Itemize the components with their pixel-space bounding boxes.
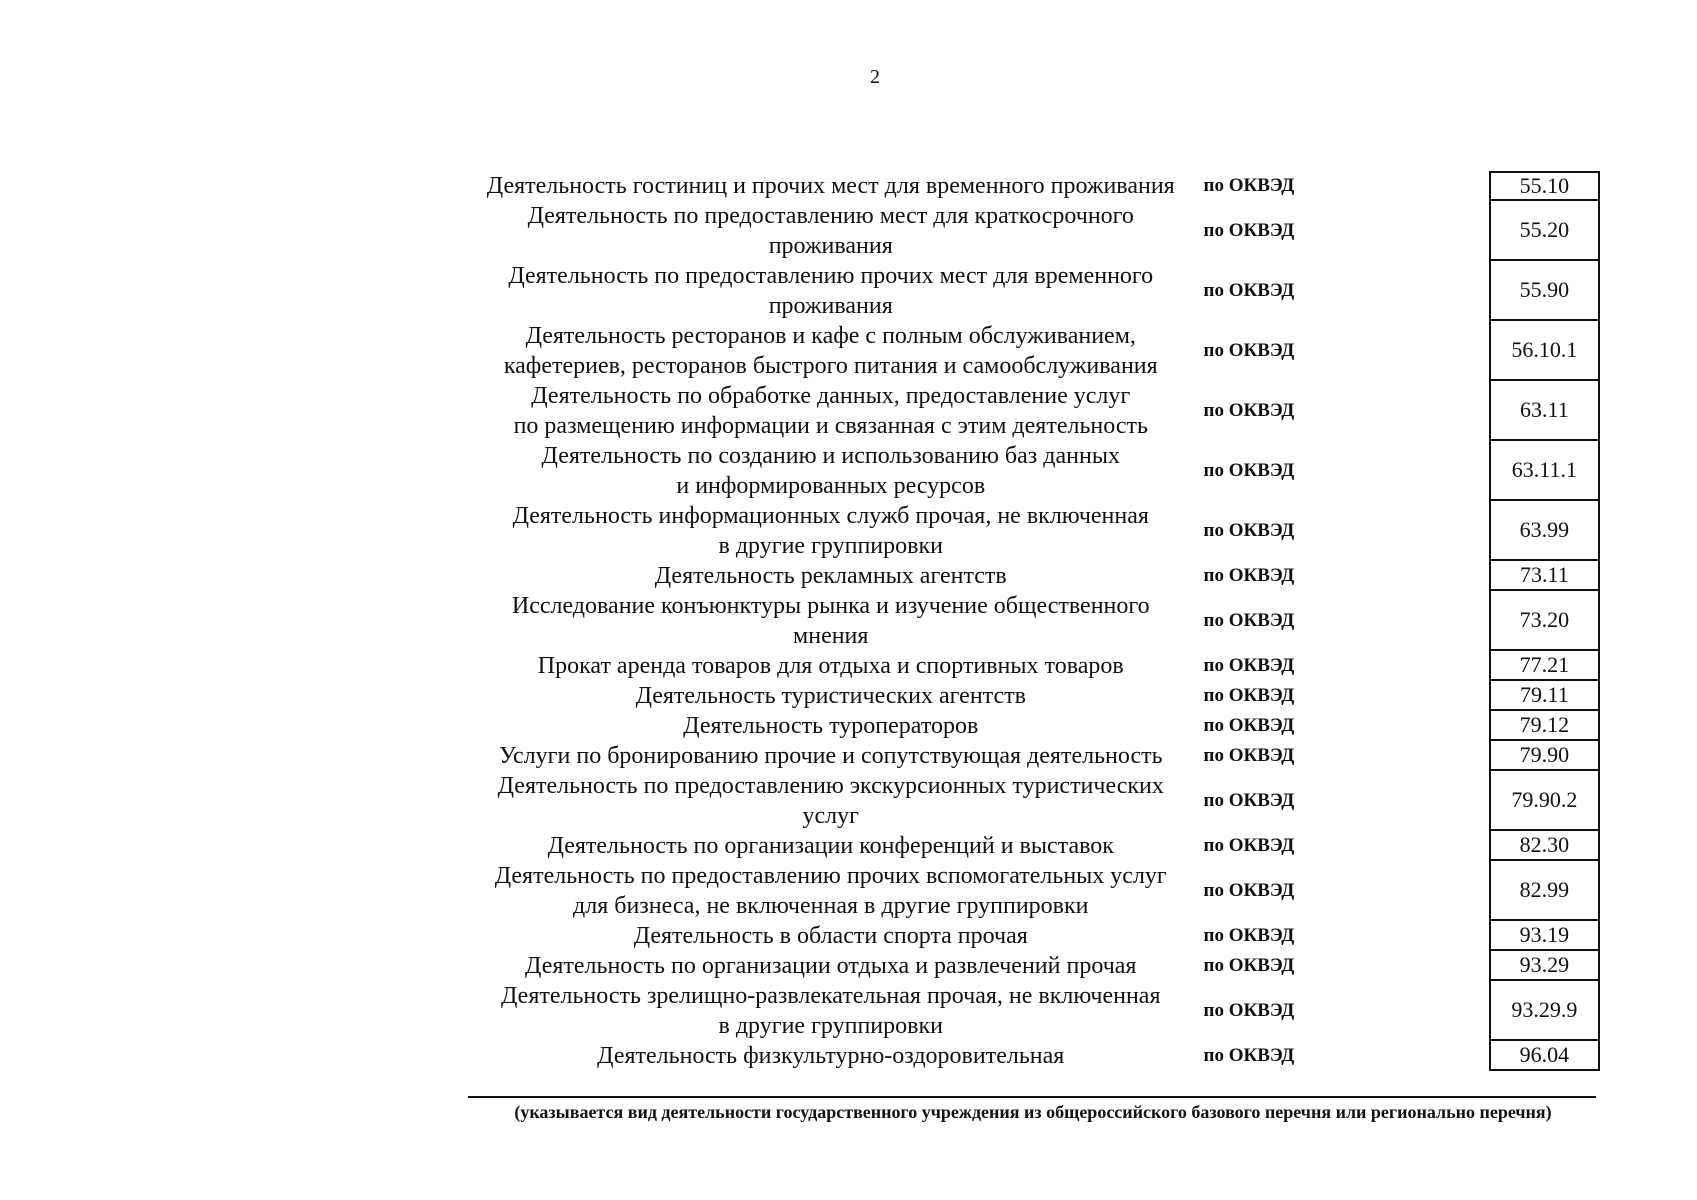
activity-row [470,651,1600,681]
okved-code-cell: 56.10.1 [1489,321,1600,381]
activity-row [470,921,1600,951]
activity-row [470,201,1600,261]
okved-label: по ОКВЭД [1203,745,1295,766]
okved-code-cell: 93.29 [1489,951,1600,981]
activity-row [470,171,1600,201]
activity-name: Деятельность по предоставлению мест для краткосрочного проживания [527,203,1134,259]
activity-name: Деятельность в области спорта прочая [633,923,1028,949]
activity-name: Деятельность по обработке данных, предоставление услуг по размещению информации и связанная с этим деятельность [513,383,1148,439]
okved-code-cell: 73.11 [1489,561,1600,591]
okved-label: по ОКВЭД [1203,610,1295,631]
activity-row [470,441,1600,501]
okved-label: по ОКВЭД [1203,1045,1295,1066]
activity-name: Деятельность туристических агентств [635,683,1026,709]
activity-row [470,261,1600,321]
okved-code-cell: 79.90 [1489,741,1600,771]
okved-label: по ОКВЭД [1203,955,1295,976]
okved-label: по ОКВЭД [1203,880,1295,901]
activity-row [470,981,1600,1041]
okved-code-cell: 73.20 [1489,591,1600,651]
okved-code-cell: 79.90.2 [1489,771,1600,831]
okved-label: по ОКВЭД [1203,835,1295,856]
okved-label: по ОКВЭД [1203,655,1295,676]
okved-code-cell: 79.12 [1489,711,1600,741]
activity-name: Исследование конъюнктуры рынка и изучение общественного мнения [511,593,1150,649]
activity-name: Деятельность по организации конференций и выставок [547,833,1114,859]
activity-row [470,951,1600,981]
okved-label: по ОКВЭД [1203,220,1295,241]
activity-name: Услуги по бронированию прочие и сопутствующая деятельность [498,743,1163,769]
activity-name: Деятельность информационных служб прочая, не включенная в другие группировки [512,503,1149,559]
okved-label: по ОКВЭД [1203,340,1295,361]
okved-label: по ОКВЭД [1203,175,1295,196]
activity-row [470,831,1600,861]
activity-row [470,591,1600,651]
activity-name: Деятельность по предоставлению экскурсионных туристических услуг [497,773,1164,829]
page-number: 2 [870,66,880,88]
activity-name: Деятельность рекламных агентств [654,563,1007,589]
okved-code-cell: 93.19 [1489,921,1600,951]
okved-code-cell: 96.04 [1489,1041,1600,1071]
activity-name: Деятельность туроператоров [683,713,979,739]
activity-row [470,381,1600,441]
activity-row [470,771,1600,831]
okved-label: по ОКВЭД [1203,685,1295,706]
okved-code-cell: 77.21 [1489,651,1600,681]
okved-code-cell: 55.90 [1489,261,1600,321]
okved-label: по ОКВЭД [1203,1000,1295,1021]
activities-table [470,171,1600,1071]
okved-code-cell: 82.99 [1489,861,1600,921]
okved-code-cell: 79.11 [1489,681,1600,711]
activity-name: Деятельность по созданию и использованию баз данных и информированных ресурсов [541,443,1120,499]
activity-name: Деятельность гостиниц и прочих мест для временного проживания [486,173,1175,199]
activity-name: Деятельность физкультурно-оздоровительная [597,1043,1065,1069]
okved-label: по ОКВЭД [1203,280,1295,301]
activity-name: Деятельность зрелищно-развлекательная прочая, не включенная в другие группировки [501,983,1161,1039]
okved-label: по ОКВЭД [1203,400,1295,421]
okved-label: по ОКВЭД [1203,715,1295,736]
activity-row [470,741,1600,771]
footer-divider [468,1096,1596,1098]
activity-row [470,681,1600,711]
okved-code-cell: 82.30 [1489,831,1600,861]
okved-code-cell: 63.11 [1489,381,1600,441]
okved-label: по ОКВЭД [1203,565,1295,586]
activity-name: Деятельность по предоставлению прочих мест для временного проживания [508,263,1154,319]
okved-code-cell: 93.29.9 [1489,981,1600,1041]
okved-label: по ОКВЭД [1203,460,1295,481]
activity-row [470,1041,1600,1071]
activity-name: Деятельность по организации отдыха и развлечений прочая [525,953,1137,979]
okved-label: по ОКВЭД [1203,925,1295,946]
okved-code-cell: 63.11.1 [1489,441,1600,501]
footer-note: (указывается вид деятельности государственного учреждения из общероссийского базового перечня или регионально перечня) [514,1102,1552,1122]
activity-row [470,711,1600,741]
activity-row [470,861,1600,921]
activity-row [470,561,1600,591]
okved-label: по ОКВЭД [1203,790,1295,811]
okved-code-cell: 55.10 [1489,171,1600,201]
activity-name: Прокат аренда товаров для отдыха и спортивных товаров [537,653,1124,679]
okved-code-cell: 55.20 [1489,201,1600,261]
okved-code-cell: 63.99 [1489,501,1600,561]
activity-row [470,501,1600,561]
activity-row [470,321,1600,381]
okved-label: по ОКВЭД [1203,520,1295,541]
activity-name: Деятельность ресторанов и кафе с полным обслуживанием, кафетериев, ресторанов быстрого питания и самообслуживания [503,323,1158,379]
activity-name: Деятельность по предоставлению прочих вспомогательных услуг для бизнеса, не включенная в другие группировки [494,863,1167,919]
